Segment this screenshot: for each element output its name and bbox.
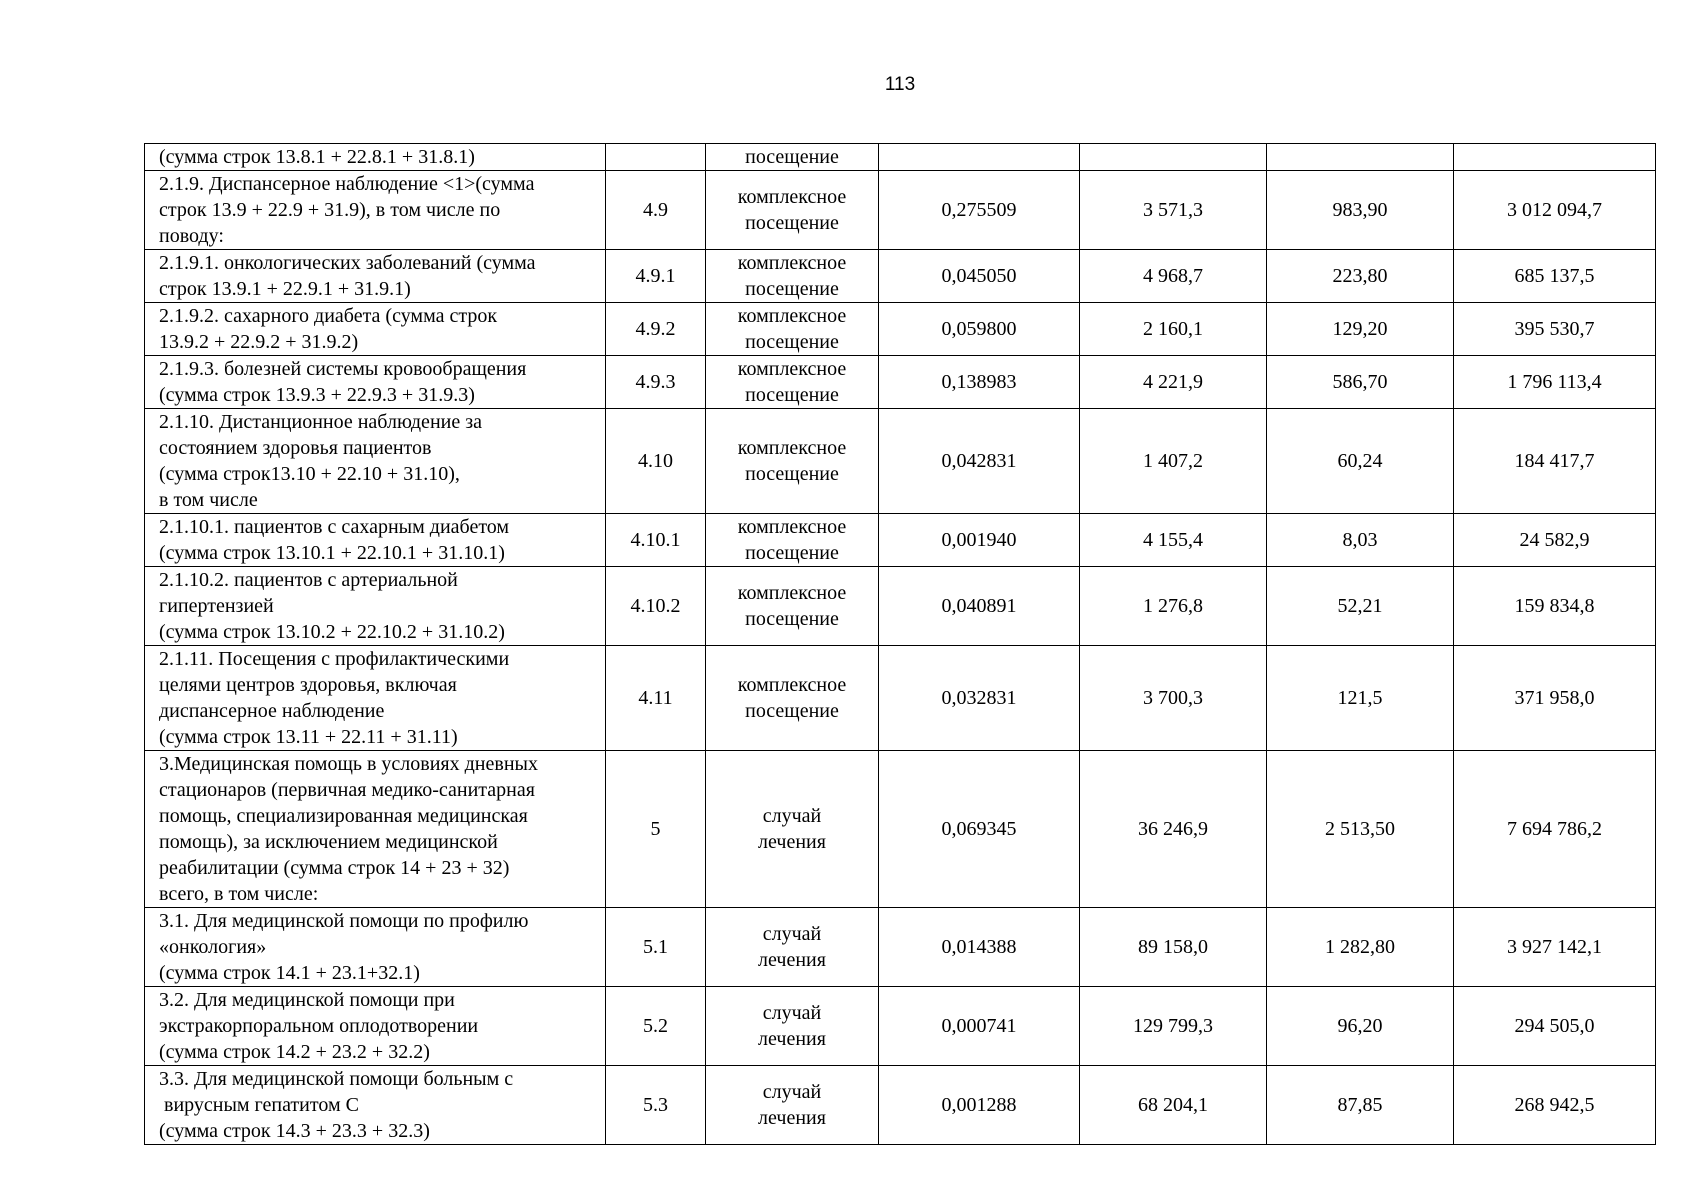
cost-cell	[1080, 144, 1267, 171]
total-cell: 3 012 094,7	[1454, 171, 1656, 250]
total-cell: 371 958,0	[1454, 646, 1656, 751]
row-code-cell: 4.10.1	[606, 514, 706, 567]
table-row	[145, 646, 1656, 751]
description-cell-line: (сумма строк 13.10.1 + 22.10.1 + 31.10.1)	[159, 542, 505, 564]
financing-table	[144, 143, 1656, 1145]
description-cell-line: строк 13.9.1 + 22.9.1 + 31.9.1)	[159, 278, 411, 300]
description-cell	[145, 751, 606, 908]
row-code-cell: 5.1	[606, 908, 706, 987]
description-cell-line: 3.Медицинская помощь в условиях дневных	[159, 753, 538, 775]
row-code-cell: 4.9.1	[606, 250, 706, 303]
norm-cell: 0,059800	[879, 303, 1080, 356]
per-capita-cell: 983,90	[1267, 171, 1454, 250]
unit-cell-line: комплексное	[737, 305, 847, 327]
description-cell	[145, 514, 606, 567]
description-cell-line: (сумма строк 13.10.2 + 22.10.2 + 31.10.2)	[159, 621, 505, 643]
row-code-cell	[606, 144, 706, 171]
description-cell-line: (сумма строк 13.11 + 22.11 + 31.11)	[159, 726, 458, 748]
unit-cell	[706, 908, 879, 987]
table-row	[145, 171, 1656, 250]
norm-cell: 0,014388	[879, 908, 1080, 987]
description-cell-line: «онкология»	[159, 936, 267, 958]
total-cell: 24 582,9	[1454, 514, 1656, 567]
description-cell-line: 3.3. Для медицинской помощи больным с	[159, 1068, 514, 1090]
per-capita-cell: 129,20	[1267, 303, 1454, 356]
table-row	[145, 567, 1656, 646]
unit-cell-line: лечения	[758, 831, 826, 853]
unit-cell-line: посещение	[745, 542, 839, 564]
unit-cell	[706, 171, 879, 250]
row-code-cell: 5	[606, 751, 706, 908]
per-capita-cell: 87,85	[1267, 1066, 1454, 1145]
unit-cell-line: лечения	[758, 1028, 826, 1050]
row-code-cell: 4.10.2	[606, 567, 706, 646]
table-row	[145, 409, 1656, 514]
per-capita-cell: 586,70	[1267, 356, 1454, 409]
unit-cell-line: посещение	[745, 608, 839, 630]
unit-cell-line: случай	[762, 923, 822, 945]
table-row	[145, 303, 1656, 356]
description-cell	[145, 1066, 606, 1145]
per-capita-cell: 121,5	[1267, 646, 1454, 751]
table-row	[145, 144, 1656, 171]
description-cell	[145, 144, 606, 171]
description-cell	[145, 567, 606, 646]
norm-cell: 0,040891	[879, 567, 1080, 646]
unit-cell-line: случай	[762, 1002, 822, 1024]
unit-cell-line: комплексное	[737, 437, 847, 459]
table-row	[145, 987, 1656, 1066]
cost-cell: 4 968,7	[1080, 250, 1267, 303]
description-cell-line: 3.2. Для медицинской помощи при	[159, 989, 455, 1011]
description-cell-line: состоянием здоровья пациентов	[159, 437, 432, 459]
unit-cell-line: посещение	[745, 700, 839, 722]
description-cell-line: экстракорпоральном оплодотворении	[159, 1015, 479, 1037]
unit-cell-line: посещение	[745, 212, 839, 234]
total-cell	[1454, 144, 1656, 171]
cost-cell: 1 276,8	[1080, 567, 1267, 646]
cost-cell: 4 155,4	[1080, 514, 1267, 567]
unit-cell	[706, 144, 879, 171]
per-capita-cell: 52,21	[1267, 567, 1454, 646]
cost-cell: 36 246,9	[1080, 751, 1267, 908]
norm-cell: 0,001288	[879, 1066, 1080, 1145]
description-cell-line: всего, в том числе:	[159, 883, 319, 905]
norm-cell: 0,001940	[879, 514, 1080, 567]
per-capita-cell: 60,24	[1267, 409, 1454, 514]
norm-cell: 0,138983	[879, 356, 1080, 409]
unit-cell	[706, 409, 879, 514]
total-cell: 395 530,7	[1454, 303, 1656, 356]
description-cell	[145, 171, 606, 250]
unit-cell	[706, 303, 879, 356]
row-code-cell: 4.10	[606, 409, 706, 514]
description-cell	[145, 303, 606, 356]
per-capita-cell	[1267, 144, 1454, 171]
description-cell-line: (сумма строк 14.1 + 23.1+32.1)	[159, 962, 420, 984]
row-code-cell: 5.3	[606, 1066, 706, 1145]
table-row	[145, 1066, 1656, 1145]
description-cell-line: 2.1.10. Дистанционное наблюдение за	[159, 411, 482, 433]
norm-cell: 0,000741	[879, 987, 1080, 1066]
unit-cell-line: комплексное	[737, 516, 847, 538]
cost-cell: 4 221,9	[1080, 356, 1267, 409]
description-cell	[145, 409, 606, 514]
per-capita-cell: 223,80	[1267, 250, 1454, 303]
unit-cell	[706, 1066, 879, 1145]
description-cell	[145, 646, 606, 751]
description-cell-line: (сумма строк 14.3 + 23.3 + 32.3)	[159, 1120, 430, 1142]
unit-cell-line: посещение	[745, 331, 839, 353]
unit-cell-line: посещение	[745, 278, 839, 300]
norm-cell: 0,275509	[879, 171, 1080, 250]
unit-cell	[706, 987, 879, 1066]
description-cell-line: гипертензией	[159, 595, 274, 617]
description-cell-line: 2.1.9.2. сахарного диабета (сумма строк	[159, 305, 498, 327]
table-row	[145, 356, 1656, 409]
description-cell-line: (сумма строк 13.9.3 + 22.9.3 + 31.9.3)	[159, 384, 475, 406]
norm-cell: 0,045050	[879, 250, 1080, 303]
description-cell	[145, 356, 606, 409]
cost-cell: 2 160,1	[1080, 303, 1267, 356]
description-cell-line: диспансерное наблюдение	[159, 700, 385, 722]
description-cell	[145, 987, 606, 1066]
description-cell	[145, 908, 606, 987]
total-cell: 685 137,5	[1454, 250, 1656, 303]
unit-cell-line: посещение	[745, 463, 839, 485]
description-cell-line: 3.1. Для медицинской помощи по профилю	[159, 910, 529, 932]
cost-cell: 1 407,2	[1080, 409, 1267, 514]
description-cell-line: 2.1.9.1. онкологических заболеваний (сумма	[159, 252, 536, 274]
description-cell-line: 2.1.9.3. болезней системы кровообращения	[159, 358, 527, 380]
unit-cell-line: комплексное	[737, 582, 847, 604]
total-cell: 184 417,7	[1454, 409, 1656, 514]
per-capita-cell: 96,20	[1267, 987, 1454, 1066]
unit-cell-line: комплексное	[737, 186, 847, 208]
table-row	[145, 250, 1656, 303]
norm-cell: 0,069345	[879, 751, 1080, 908]
row-code-cell: 4.9.2	[606, 303, 706, 356]
description-cell-line: в том числе	[159, 489, 258, 511]
table-body	[145, 144, 1656, 1145]
row-code-cell: 5.2	[606, 987, 706, 1066]
description-cell-line: 2.1.11. Посещения с профилактическими	[159, 648, 510, 670]
cost-cell: 3 700,3	[1080, 646, 1267, 751]
unit-cell	[706, 751, 879, 908]
description-cell-line: строк 13.9 + 22.9 + 31.9), в том числе по	[159, 199, 501, 221]
description-cell-line: поводу:	[159, 225, 224, 247]
description-cell-line: 13.9.2 + 22.9.2 + 31.9.2)	[159, 331, 359, 353]
per-capita-cell: 8,03	[1267, 514, 1454, 567]
cost-cell: 3 571,3	[1080, 171, 1267, 250]
description-cell-line: (сумма строк 14.2 + 23.2 + 32.2)	[159, 1041, 430, 1063]
description-cell-line: помощь, специализированная медицинская	[159, 805, 528, 827]
unit-cell-line: лечения	[758, 949, 826, 971]
total-cell: 3 927 142,1	[1454, 908, 1656, 987]
norm-cell: 0,042831	[879, 409, 1080, 514]
table-row	[145, 751, 1656, 908]
unit-cell	[706, 646, 879, 751]
unit-cell	[706, 250, 879, 303]
cost-cell: 68 204,1	[1080, 1066, 1267, 1145]
description-cell-line: 2.1.10.2. пациентов с артериальной	[159, 569, 458, 591]
total-cell: 7 694 786,2	[1454, 751, 1656, 908]
cost-cell: 129 799,3	[1080, 987, 1267, 1066]
unit-cell-line: комплексное	[737, 674, 847, 696]
description-cell-line: (сумма строк 13.8.1 + 22.8.1 + 31.8.1)	[159, 146, 475, 168]
unit-cell-line: посещение	[745, 384, 839, 406]
row-code-cell: 4.9	[606, 171, 706, 250]
cost-cell: 89 158,0	[1080, 908, 1267, 987]
unit-cell-line: случай	[762, 1081, 822, 1103]
total-cell: 268 942,5	[1454, 1066, 1656, 1145]
description-cell-line: реабилитации (сумма строк 14 + 23 + 32)	[159, 857, 510, 879]
unit-cell	[706, 514, 879, 567]
table-row	[145, 514, 1656, 567]
description-cell-line: (сумма строк13.10 + 22.10 + 31.10),	[159, 463, 460, 485]
description-cell-line: 2.1.9. Диспансерное наблюдение <1>(сумма	[159, 173, 535, 195]
unit-cell-line: лечения	[758, 1107, 826, 1129]
description-cell-line: помощь), за исключением медицинской	[159, 831, 498, 853]
unit-cell-line: случай	[762, 805, 822, 827]
unit-cell-line: комплексное	[737, 358, 847, 380]
per-capita-cell: 1 282,80	[1267, 908, 1454, 987]
unit-cell	[706, 567, 879, 646]
per-capita-cell: 2 513,50	[1267, 751, 1454, 908]
row-code-cell: 4.11	[606, 646, 706, 751]
total-cell: 159 834,8	[1454, 567, 1656, 646]
unit-cell	[706, 356, 879, 409]
description-cell	[145, 250, 606, 303]
norm-cell: 0,032831	[879, 646, 1080, 751]
total-cell: 294 505,0	[1454, 987, 1656, 1066]
description-cell-line: вирусным гепатитом С	[159, 1094, 359, 1116]
description-cell-line: целями центров здоровья, включая	[159, 674, 457, 696]
total-cell: 1 796 113,4	[1454, 356, 1656, 409]
unit-cell-line: посещение	[745, 146, 839, 168]
row-code-cell: 4.9.3	[606, 356, 706, 409]
description-cell-line: 2.1.10.1. пациентов с сахарным диабетом	[159, 516, 510, 538]
page-number: 113	[884, 74, 916, 95]
description-cell-line: стационаров (первичная медико-санитарная	[159, 779, 535, 801]
unit-cell-line: комплексное	[737, 252, 847, 274]
table-row	[145, 908, 1656, 987]
norm-cell	[879, 144, 1080, 171]
